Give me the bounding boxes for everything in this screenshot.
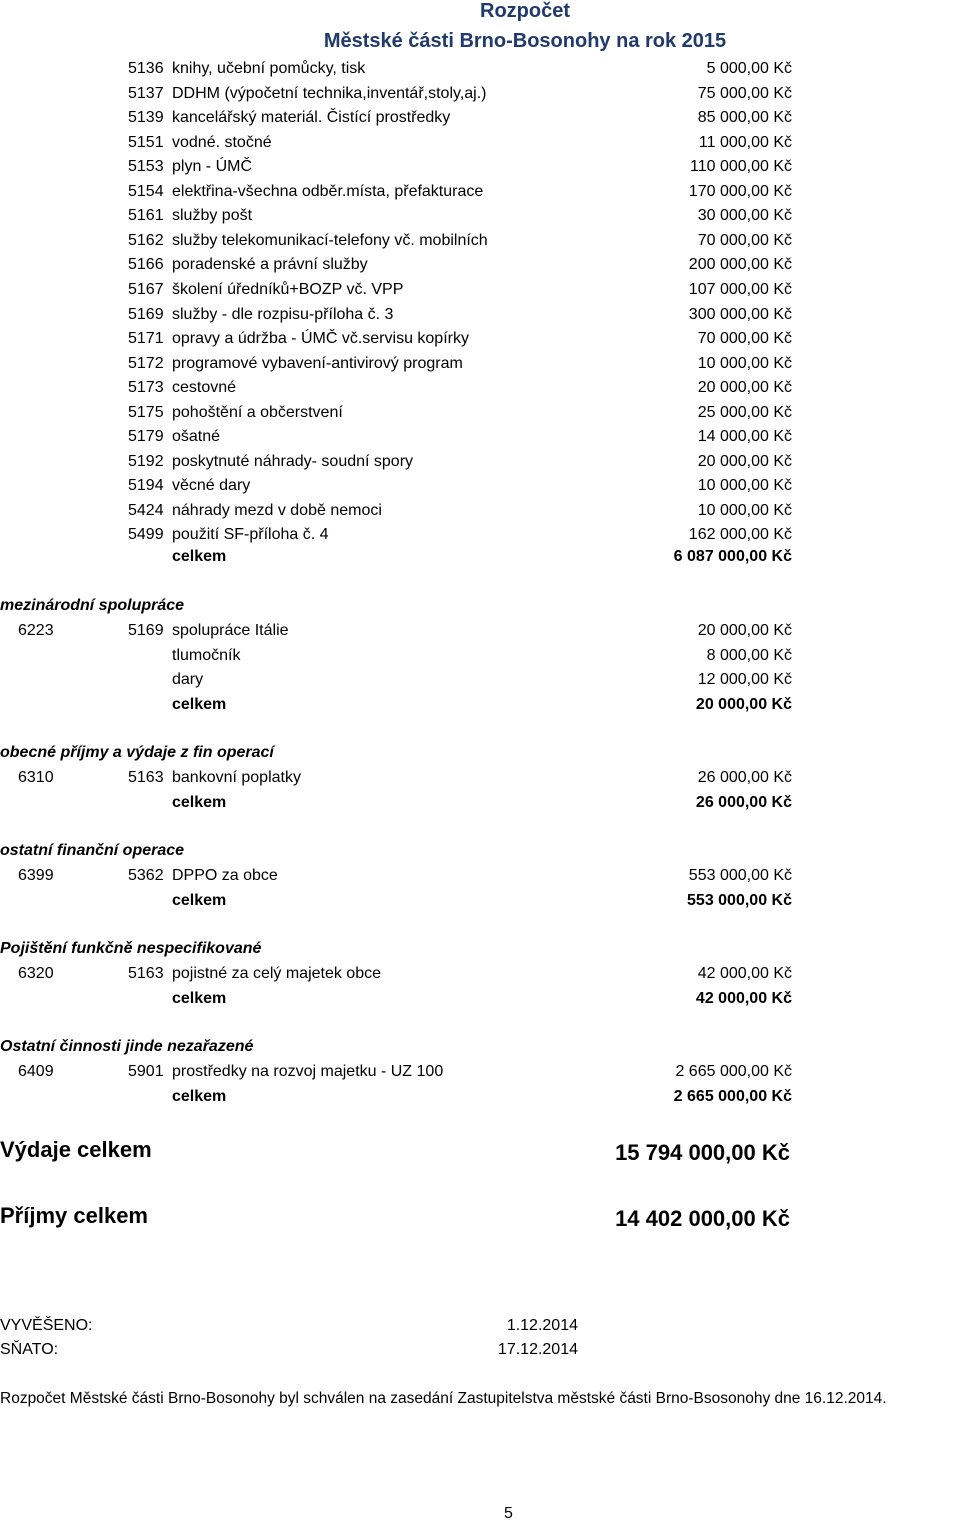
budget-row (0, 106, 960, 130)
item-code: 5136 (128, 60, 164, 77)
item-amount: 75 000,00 Kč (697, 85, 792, 102)
section-row (0, 1060, 960, 1084)
budget-row (0, 499, 960, 523)
item-description: věcné dary (172, 477, 251, 494)
section-title: mezinárodní spolupráce (0, 597, 185, 614)
posted-date: 1.12.2014 (506, 1317, 578, 1334)
item-amount: 10 000,00 Kč (697, 502, 792, 519)
item-amount: 70 000,00 Kč (697, 232, 792, 249)
item-code: 5137 (128, 85, 164, 102)
item-description: plyn - ÚMČ (172, 158, 253, 175)
total-label: celkem (172, 892, 227, 909)
item-code: 5163 (128, 965, 164, 982)
item-description: pohoštění a občerstvení (172, 404, 343, 421)
item-description: bankovní poplatky (172, 769, 301, 786)
item-amount: 10 000,00 Kč (697, 355, 792, 372)
paragraph-code: 6399 (18, 867, 54, 884)
item-amount: 25 000,00 Kč (697, 404, 792, 421)
item-amount: 20 000,00 Kč (697, 379, 792, 396)
section-row (0, 766, 960, 790)
item-description: prostředky na rozvoj majetku - UZ 100 (172, 1063, 444, 1080)
item-amount: 107 000,00 Kč (688, 281, 792, 298)
budget-row (0, 278, 960, 302)
budget-row (0, 327, 960, 351)
paragraph-code: 6409 (18, 1063, 54, 1080)
item-amount: 30 000,00 Kč (697, 207, 792, 224)
budget-row (0, 229, 960, 253)
total-label: celkem (172, 1088, 227, 1105)
budget-row (0, 425, 960, 449)
total-label: celkem (172, 990, 227, 1007)
item-description: opravy a údržba - ÚMČ vč.servisu kopírky (172, 330, 469, 347)
item-code: 5901 (128, 1063, 164, 1080)
item-amount: 85 000,00 Kč (697, 109, 792, 126)
section-title: Pojištění funkčně nespecifikované (0, 940, 262, 957)
item-code: 5166 (128, 256, 164, 273)
item-code: 5139 (128, 109, 164, 126)
section-row (0, 864, 960, 888)
total-amount: 20 000,00 Kč (695, 696, 792, 713)
item-code: 5163 (128, 769, 164, 786)
total-amount: 26 000,00 Kč (695, 794, 792, 811)
budget-row (0, 523, 960, 547)
item-description: ošatné (172, 428, 221, 445)
item-amount: 10 000,00 Kč (697, 477, 792, 494)
item-code: 5192 (128, 453, 164, 470)
item-description: služby telekomunikací-telefony vč. mobilních (172, 232, 488, 249)
item-amount: 170 000,00 Kč (688, 183, 792, 200)
item-code: 5424 (128, 502, 164, 519)
budget-row (0, 376, 960, 400)
total-label: celkem (172, 794, 227, 811)
expenses-total-label: Výdaje celkem (0, 1137, 152, 1162)
total-row (0, 545, 960, 569)
budget-row (0, 253, 960, 277)
section-total-row (0, 889, 960, 913)
item-amount: 26 000,00 Kč (697, 769, 792, 786)
item-code: 5179 (128, 428, 164, 445)
item-code: 5154 (128, 183, 164, 200)
section-row (0, 644, 960, 668)
item-description: poskytnuté náhrady- soudní spory (172, 453, 414, 470)
budget-row (0, 131, 960, 155)
item-amount: 2 665 000,00 Kč (675, 1063, 792, 1080)
removed-label: SŇATO: (0, 1341, 59, 1358)
item-description: DPPO za obce (172, 867, 278, 884)
budget-row (0, 57, 960, 81)
item-code: 5167 (128, 281, 164, 298)
budget-row (0, 401, 960, 425)
budget-row (0, 474, 960, 498)
item-description: programové vybavení-antivirový program (172, 355, 463, 372)
section-row (0, 668, 960, 692)
item-code: 5173 (128, 379, 164, 396)
item-description: cestovné (172, 379, 237, 396)
total-amount: 42 000,00 Kč (695, 990, 792, 1007)
item-amount: 300 000,00 Kč (688, 306, 792, 323)
item-description: poradenské a právní služby (172, 256, 368, 273)
item-amount: 11 000,00 Kč (698, 134, 792, 151)
item-description: použití SF-příloha č. 4 (172, 526, 329, 543)
item-code: 5362 (128, 867, 164, 884)
income-total-label: Příjmy celkem (0, 1203, 148, 1228)
item-code: 5172 (128, 355, 164, 372)
paragraph-code: 6310 (18, 769, 54, 786)
section-title: ostatní finanční operace (0, 842, 185, 859)
item-description: tlumočník (172, 646, 241, 664)
item-description: vodné. stočné (172, 134, 272, 151)
section-total-row (0, 693, 960, 717)
paragraph-code: 6223 (18, 622, 54, 639)
item-amount: 20 000,00 Kč (697, 622, 792, 639)
page-subtitle: Městské části Brno-Bosonohy na rok 2015 (323, 30, 727, 52)
section-total-row (0, 987, 960, 1011)
budget-row (0, 450, 960, 474)
item-code: 5169 (128, 306, 164, 323)
section-title: Ostatní činnosti jinde nezařazené (0, 1038, 254, 1055)
item-amount: 162 000,00 Kč (688, 526, 792, 543)
total-amount: 2 665 000,00 Kč (673, 1088, 792, 1105)
budget-row (0, 155, 960, 179)
item-amount: 70 000,00 Kč (697, 330, 792, 347)
item-amount: 12 000,00 Kč (697, 671, 792, 688)
item-code: 5162 (128, 232, 164, 249)
income-total-amount: 14 402 000,00 Kč (615, 1206, 790, 1231)
budget-row (0, 303, 960, 327)
section-total-row (0, 1085, 960, 1109)
paragraph-code: 6320 (18, 965, 54, 982)
item-code: 5499 (128, 526, 164, 543)
item-description: dary (172, 671, 204, 688)
section-title: obecné příjmy a výdaje z fin operací (0, 744, 274, 761)
budget-row (0, 82, 960, 106)
item-code: 5153 (128, 158, 164, 175)
section-row (0, 619, 960, 643)
item-code: 5151 (128, 134, 164, 151)
item-description: pojistné za celý majetek obce (172, 965, 381, 982)
item-code: 5171 (128, 330, 164, 347)
item-description: elektřina-všechna odběr.místa, přefakturace (172, 183, 484, 200)
total-amount: 6 087 000,00 Kč (673, 548, 792, 565)
total-amount: 553 000,00 Kč (687, 892, 792, 909)
approval-note: Rozpočet Městské části Brno-Bosonohy byl schválen na zasedání Zastupitelstva městské části Brno-Bsosonohy dne 16.12.2014. (0, 1390, 887, 1407)
item-code: 5175 (128, 404, 164, 421)
total-label: celkem (172, 696, 227, 713)
item-amount: 5 000,00 Kč (706, 60, 792, 77)
budget-row (0, 352, 960, 376)
item-description: kancelářský materiál. Čistící prostředky (172, 109, 451, 126)
item-amount: 14 000,00 Kč (697, 428, 792, 445)
item-amount: 42 000,00 Kč (697, 965, 792, 982)
item-code: 5194 (128, 477, 164, 494)
section-total-row (0, 791, 960, 815)
item-description: DDHM (výpočetní technika,inventář,stoly,aj.) (172, 85, 487, 102)
item-description: spolupráce Itálie (172, 622, 289, 639)
budget-row (0, 204, 960, 228)
item-description: školení úředníků+BOZP vč. VPP (172, 281, 404, 298)
item-code: 5161 (128, 207, 164, 224)
section-row (0, 962, 960, 986)
page-title: Rozpočet (480, 0, 570, 22)
item-description: služby - dle rozpisu-příloha č. 3 (172, 306, 394, 323)
item-amount: 20 000,00 Kč (697, 453, 792, 470)
item-amount: 200 000,00 Kč (688, 256, 792, 273)
total-label: celkem (172, 548, 227, 565)
budget-row (0, 180, 960, 204)
expenses-total-amount: 15 794 000,00 Kč (615, 1140, 790, 1165)
item-code: 5169 (128, 622, 164, 639)
item-amount: 110 000,00 Kč (689, 158, 792, 175)
page-number: 5 (504, 1505, 513, 1522)
item-amount: 553 000,00 Kč (688, 867, 792, 884)
removed-date: 17.12.2014 (497, 1341, 578, 1358)
item-description: knihy, učební pomůcky, tisk (172, 60, 366, 77)
item-description: náhrady mezd v době nemoci (172, 502, 382, 519)
posted-label: VYVĚŠENO: (0, 1317, 93, 1334)
item-amount: 8 000,00 Kč (706, 646, 792, 664)
item-description: služby pošt (172, 207, 253, 224)
